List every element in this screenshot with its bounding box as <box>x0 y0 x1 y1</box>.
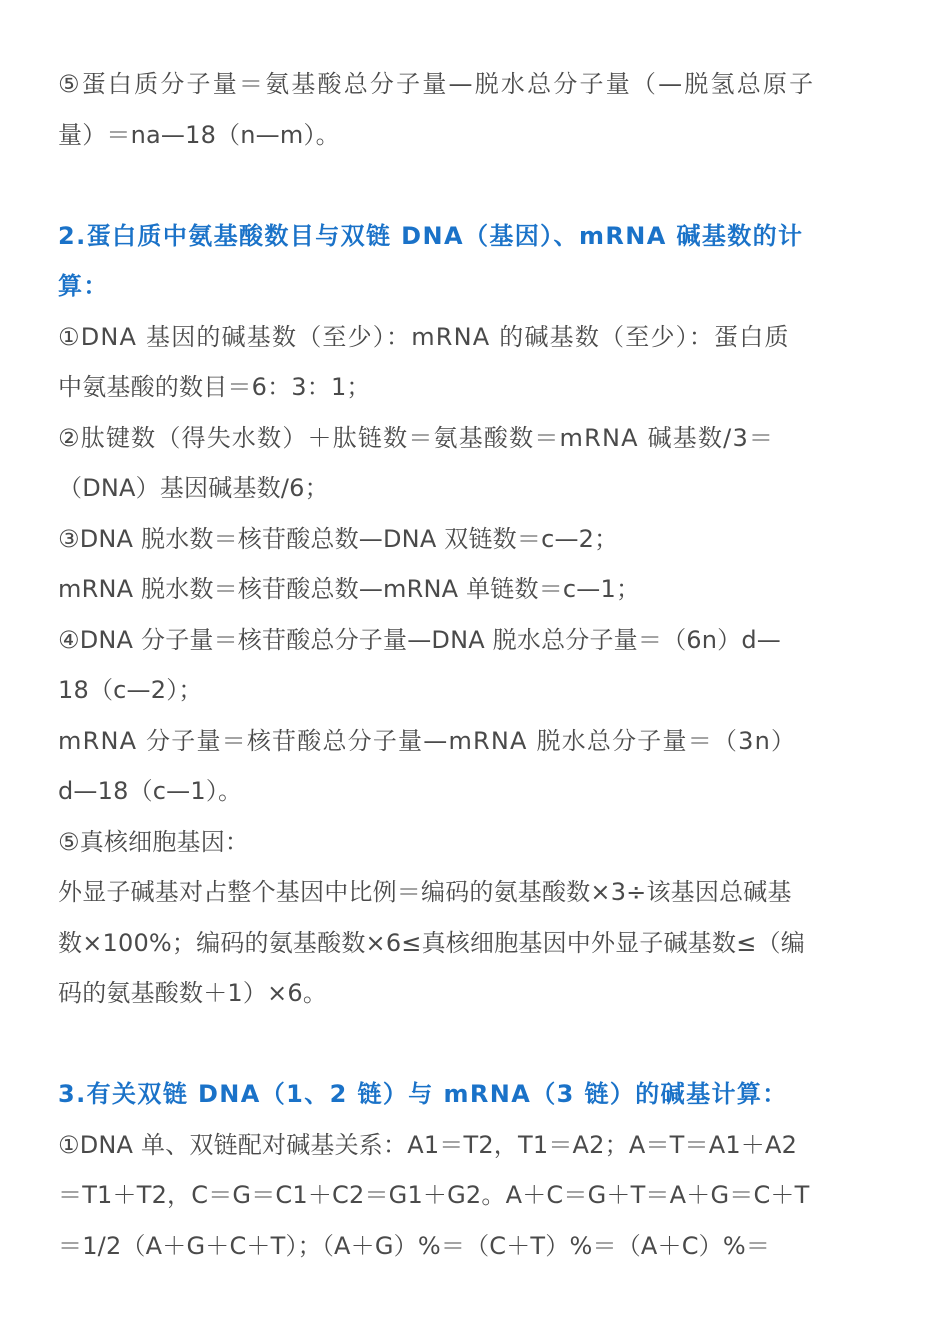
document-page <box>58 59 890 1271</box>
text-line: ①DNA 基因的碱基数（至少）：mRNA 的碱基数（至少）：蛋白质 <box>58 322 790 351</box>
spacer <box>58 1019 890 1070</box>
section-heading: 2.蛋白质中氨基酸数目与双链 DNA（基因）、mRNA 碱基数的计 <box>58 221 804 250</box>
section-3 <box>58 1069 890 1271</box>
text-line: ③DNA 脱水数＝核苷酸总数—DNA 双链数＝c—2； <box>58 524 619 553</box>
text-line: 外显子碱基对占整个基因中比例＝编码的氨基酸数×3÷该基因总碱基 <box>58 878 792 906</box>
text-line: 量）＝na—18（n—m）。 <box>58 120 340 149</box>
text-line: ②肽键数（得失水数）＋肽链数＝氨基酸数＝mRNA 碱基数/3＝ <box>58 423 775 452</box>
text-line: ＝1/2（A＋G＋C＋T）；（A＋G）%＝（C＋T）%＝（A＋C）%＝ <box>58 1231 771 1260</box>
text-line: 18（c—2）； <box>58 676 203 704</box>
text-line: ⑤蛋白质分子量＝氨基酸总分子量—脱水总分子量（—脱氢总原子 <box>58 70 816 98</box>
section-2 <box>58 211 890 1019</box>
text-line: ⑤真核细胞基因： <box>58 827 250 856</box>
spacer <box>58 160 890 211</box>
text-line: d—18（c—1）。 <box>58 777 243 805</box>
text-line: 中氨基酸的数目＝6：3：1； <box>58 373 371 401</box>
text-line: 数×100%；编码的氨基酸数×6≤真核细胞基因中外显子碱基数≤（编 <box>58 928 805 957</box>
text-line: （DNA）基因碱基数/6； <box>58 474 329 502</box>
section-heading-continued: 算： <box>58 272 109 300</box>
text-line: mRNA 分子量＝核苷酸总分子量—mRNA 脱水总分子量＝（3n） <box>58 726 797 755</box>
section-1 <box>58 59 890 160</box>
text-line: 码的氨基酸数＋1）×6。 <box>58 979 328 1007</box>
text-line: ④DNA 分子量＝核苷酸总分子量—DNA 脱水总分子量＝（6n）d— <box>58 625 781 654</box>
text-line: ＝T1＋T2，C＝G＝C1＋C2＝G1＋G2。A＋C＝G＋T＝A＋G＝C＋T <box>58 1181 810 1209</box>
section-heading: 3.有关双链 DNA（1、2 链）与 mRNA（3 链）的碱基计算： <box>58 1080 788 1108</box>
text-line: ①DNA 单、双链配对碱基关系：A1＝T2，T1＝A2；A＝T＝A1＋A2 <box>58 1130 798 1159</box>
text-line: mRNA 脱水数＝核苷酸总数—mRNA 单链数＝c—1； <box>58 575 641 603</box>
